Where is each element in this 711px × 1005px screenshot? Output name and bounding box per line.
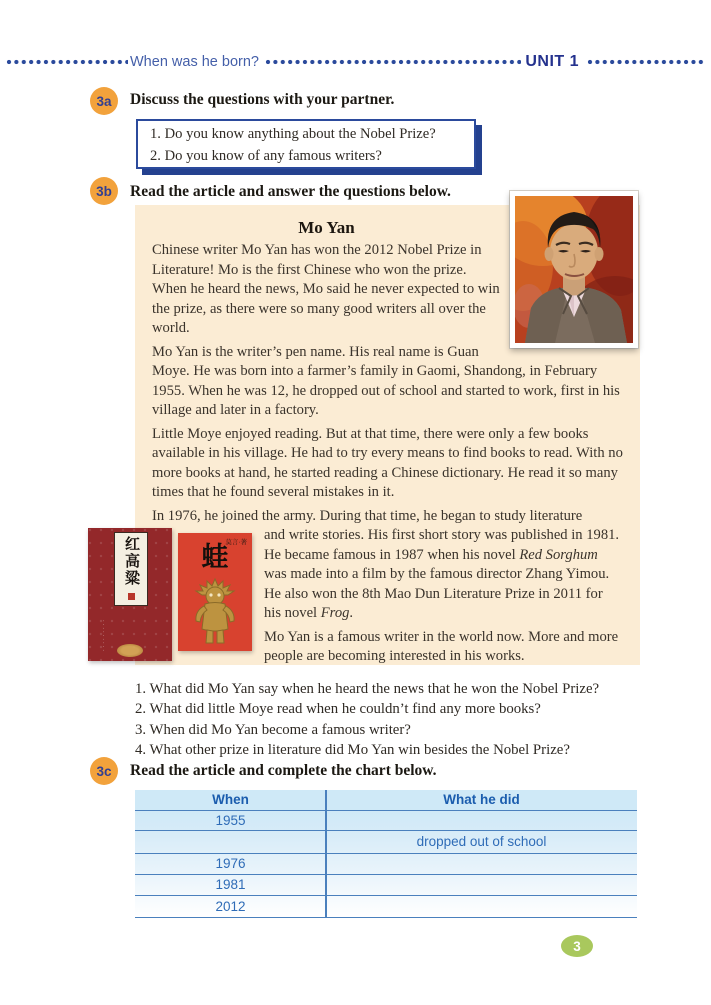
dotted-rule-left: [6, 59, 128, 65]
section-badge-3a: [90, 87, 118, 115]
mo-yan-portrait-illustration: [515, 196, 633, 343]
article-paragraph-5: Mo Yan is a famous writer in the world now. More and more people are becoming interested in his works.: [264, 628, 619, 664]
p4-book-title-frog: Frog: [320, 605, 350, 621]
chart-cell-what-blank-4: [326, 896, 637, 917]
p4-seg2: was made into a film by the famous director Zhang Yimou. He also won the 8th Mao Dun Literature Prize in 2011 for his novel: [264, 566, 610, 621]
dotted-rule-right: [587, 59, 705, 65]
unit-label: UNIT 1: [525, 53, 579, 70]
book2-golden-figure: [189, 577, 241, 647]
article-paragraph-4-line1: In 1976, he joined the army. During that time, he began to study literature: [152, 507, 583, 524]
completion-chart: [135, 790, 637, 917]
chart-row-dropped-out: [135, 831, 637, 854]
book1-subtext-marks: ·········: [100, 620, 105, 653]
section-badge-3c-label: 3c: [96, 763, 112, 779]
article-paragraph-2: Mo Yan is the writer’s pen name. His real name is Guan Moye. He was born into a farmer’s family in Gaomi, Shandong, in February 1955. When he was 12, he dropped out of school and started to work, first in his village and later in a factory.: [152, 343, 620, 418]
discussion-question-box: [136, 119, 476, 169]
section-badge-3b-label: 3b: [96, 183, 112, 199]
page-number: 3: [573, 938, 581, 954]
page-header: [6, 53, 705, 71]
question-3: 3. When did Mo Yan become a famous writer?: [135, 721, 411, 738]
chart-cell-what-dropped-out: dropped out of school: [416, 834, 547, 849]
dotted-rule-middle: [265, 59, 521, 65]
comprehension-questions: [135, 679, 695, 760]
chart-column-divider: [325, 790, 327, 917]
book-cover-frog: [178, 533, 252, 651]
chart-header-what: What he did: [443, 792, 520, 807]
chart-row-1955: [135, 811, 637, 831]
p4-book-title-red-sorghum: Red Sorghum: [519, 546, 598, 563]
article-title: Mo Yan: [298, 218, 355, 237]
chart-cell-when-1981: 1981: [215, 877, 246, 892]
chart-cell-when-1955: 1955: [215, 813, 246, 828]
book1-gold-emblem: [117, 644, 143, 657]
chart-row-2012: [135, 896, 637, 918]
discussion-question-2: 2. Do you know of any famous writers?: [150, 147, 382, 164]
section-badge-3b: [90, 177, 118, 205]
question-1: 1. What did Mo Yan say when he heard the news that he won the Nobel Prize?: [135, 681, 600, 697]
book-cover-red-sorghum: [88, 528, 172, 661]
book2-title-text: 蛙: [201, 542, 229, 572]
p4-seg3: .: [349, 605, 354, 621]
chart-header-row: [135, 790, 637, 811]
book1-seal: [128, 593, 135, 600]
book1-title-label: [114, 532, 148, 606]
article-paragraph-1: Chinese writer Mo Yan has won the 2012 Nobel Prize in Literature! Mo is the first Chinese who won the prize. When he heard the news, Mo said he never expected to win the prize, as there were so many good writers all over the world.: [152, 242, 500, 336]
section-3a-heading: Discuss the questions with your partner.: [130, 91, 395, 108]
chart-header-when: When: [212, 792, 249, 807]
mo-yan-photo: [510, 191, 638, 348]
chart-cell-when-blank: [135, 831, 326, 853]
p4-seg1: and write stories. His first short story was published in 1981. He became famous in 1987 when his novel: [264, 527, 620, 563]
chart-cell-when-1976: 1976: [215, 856, 246, 871]
lesson-title: When was he born?: [130, 54, 259, 70]
question-4: 4. What other prize in literature did Mo Yan win besides the Nobel Prize?: [135, 741, 570, 758]
section-badge-3c: [90, 757, 118, 785]
article-paragraph-3: Little Moye enjoyed reading. But at that time, there were only a few books available in his village. He had to try every means to find books to read. With no more books at hand, he started reading a Chinese dictionary. He read it so many times that he found several mistakes in it.: [152, 425, 623, 500]
section-3c-heading: Read the article and complete the chart below.: [130, 762, 437, 779]
discussion-question-1: 1. Do you know anything about the Nobel Prize?: [150, 126, 436, 142]
page-number-badge: [561, 935, 593, 957]
chart-row-1976: [135, 854, 637, 875]
chart-cell-when-2012: 2012: [215, 899, 246, 914]
chart-row-1981: [135, 875, 637, 896]
section-3b-heading: Read the article and answer the questions below.: [130, 183, 451, 200]
book1-title-text: 红高粱: [123, 536, 139, 587]
chart-cell-what-blank-1: [326, 811, 637, 830]
chart-cell-what-blank-3: [326, 875, 637, 895]
chart-cell-what-blank-2: [326, 854, 637, 874]
book2-author-text: 莫言·著: [225, 539, 247, 546]
question-2: 2. What did little Moye read when he couldn’t find any more books?: [135, 701, 541, 718]
section-badge-3a-label: 3a: [96, 93, 112, 109]
